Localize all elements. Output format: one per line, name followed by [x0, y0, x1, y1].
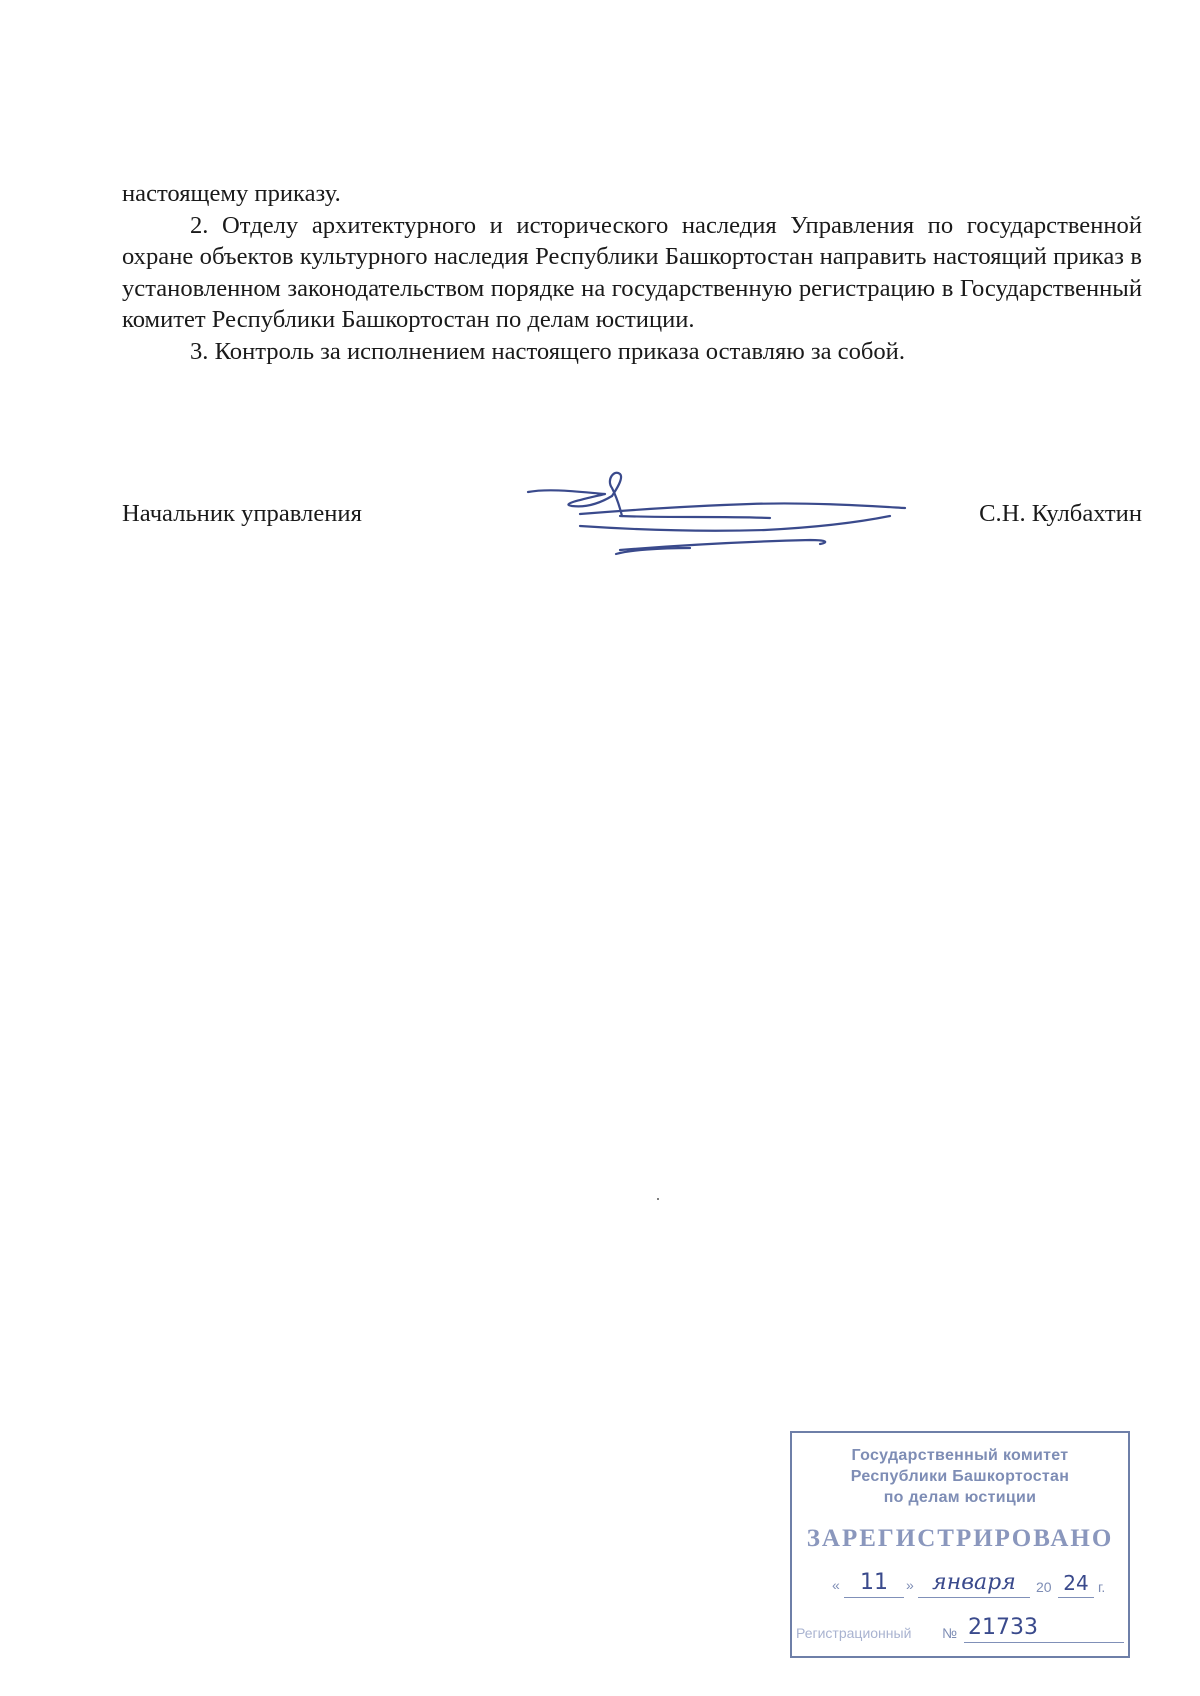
- stamp-century: 20: [1036, 1579, 1052, 1595]
- paragraph-item-2: 2. Отделу архитектурного и исторического наследия Управления по государственной охране объектов культурного наследия Республики Башкортостан направить настоящий приказ в установленном законодательством порядке на государственную регистрацию в Государственный комитет Республики Башкортостан по делам юстиции.: [122, 211, 1142, 333]
- stamp-date-line: [822, 1569, 1112, 1601]
- handwritten-signature: [520, 470, 920, 560]
- stamp-reg-label: Регистрационный: [796, 1625, 912, 1641]
- stamp-org-line-3: по делам юстиции: [883, 1489, 1037, 1506]
- paragraph-continuation: настоящему приказу.: [122, 180, 341, 207]
- stamp-org-line-2: Республики Башкортостан: [850, 1468, 1070, 1485]
- stamp-open-quote: «: [832, 1577, 840, 1593]
- stamp-year: 24: [1058, 1569, 1094, 1598]
- stamp-reg-value: 21733: [964, 1613, 1124, 1643]
- stamp-month: января: [918, 1569, 1030, 1598]
- stamp-number-sign: №: [942, 1625, 958, 1641]
- document-body: [122, 178, 1142, 367]
- stamp-close-quote: »: [906, 1577, 914, 1593]
- stamp-organization: [792, 1445, 1128, 1508]
- stamp-year-abbr: г.: [1098, 1579, 1106, 1595]
- stamp-status: ЗАРЕГИСТРИРОВАНО: [806, 1525, 1114, 1552]
- stamp-day: 11: [844, 1569, 904, 1598]
- registration-stamp: [790, 1431, 1130, 1658]
- signatory-name: С.Н. Кулбахтин: [979, 500, 1142, 527]
- stamp-org-line-1: Государственный комитет: [851, 1447, 1069, 1464]
- scan-speck: [657, 1198, 659, 1200]
- paragraph-item-3: 3. Контроль за исполнением настоящего приказа оставляю за собой.: [190, 337, 905, 365]
- stamp-registration-number: [792, 1613, 1128, 1647]
- signatory-position: Начальник управления: [122, 500, 362, 527]
